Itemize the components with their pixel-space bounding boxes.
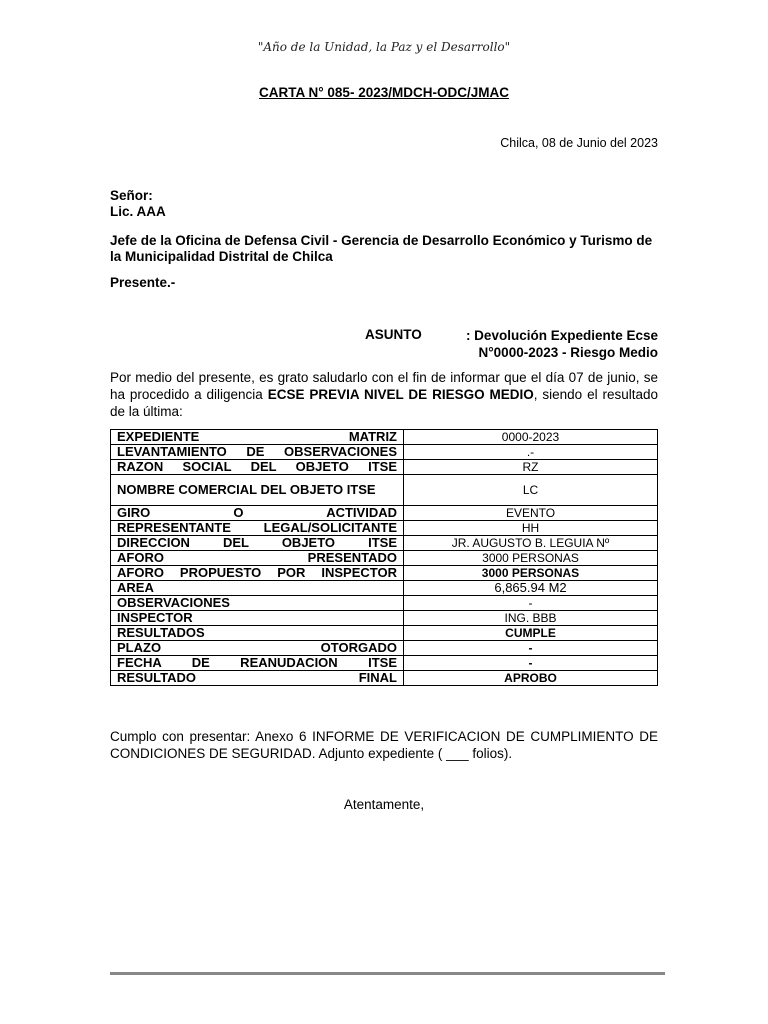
row-label: INSPECTOR [111, 611, 404, 626]
letter-motto: "Año de la Unidad, la Paz y el Desarrollo" [257, 40, 511, 54]
table-row [111, 656, 658, 671]
intro-text-1: Por medio del presente, es grato saludarlo con el fin de informar que el día 07 de junio, se ha procedido a diligencia [110, 370, 658, 402]
row-value: - [404, 641, 658, 656]
row-label: REPRESENTANTE LEGAL/SOLICITANTE [111, 521, 404, 536]
presente-line: Presente.- [110, 275, 176, 290]
row-value: RZ [404, 460, 658, 475]
row-label: FECHA DE REANUDACION ITSE [111, 656, 404, 671]
row-value: - [404, 596, 658, 611]
table-row [111, 460, 658, 475]
row-value: JR. AUGUSTO B. LEGUIA Nº [404, 536, 658, 551]
row-label: PLAZO OTORGADO [111, 641, 404, 656]
farewell: Atentamente, [343, 797, 425, 812]
row-value: 3000 PERSONAS [404, 551, 658, 566]
row-value: 3000 PERSONAS [404, 566, 658, 581]
row-label: AREA [111, 581, 404, 596]
table-row [111, 475, 658, 506]
table-row [111, 445, 658, 460]
recipient-name: Lic. AAA [110, 204, 166, 219]
row-label: LEVANTAMIENTO DE OBSERVACIONES [111, 445, 404, 460]
row-label: GIRO O ACTIVIDAD [111, 506, 404, 521]
subject-line-2: N°0000-2023 - Riesgo Medio [478, 345, 658, 360]
row-label: EXPEDIENTE MATRIZ [111, 430, 404, 445]
salutation: Señor: [110, 188, 153, 203]
row-value: CUMPLE [404, 626, 658, 641]
row-label: DIRECCION DEL OBJETO ITSE [111, 536, 404, 551]
row-label: OBSERVACIONES [111, 596, 404, 611]
table-row [111, 641, 658, 656]
table-row [111, 551, 658, 566]
row-label: AFORO PRESENTADO [111, 551, 404, 566]
row-label: RAZON SOCIAL DEL OBJETO ITSE [111, 460, 404, 475]
row-label: RESULTADO FINAL [111, 671, 404, 686]
row-label: NOMBRE COMERCIAL DEL OBJETO ITSE [111, 475, 404, 506]
subject-value [438, 327, 658, 361]
itse-table [110, 429, 658, 686]
footer-divider [110, 972, 665, 975]
letter-title: CARTA N° 085- 2023/MDCH-ODC/JMAC [259, 85, 509, 100]
table-row [111, 536, 658, 551]
row-label: AFORO PROPUESTO POR INSPECTOR [111, 566, 404, 581]
subject-label: ASUNTO [365, 327, 422, 342]
row-value: EVENTO [404, 506, 658, 521]
table-row [111, 596, 658, 611]
row-value: APROBO [404, 671, 658, 686]
table-row [111, 430, 658, 445]
row-label: RESULTADOS [111, 626, 404, 641]
row-value: ING. BBB [404, 611, 658, 626]
closing-paragraph: Cumplo con presentar: Anexo 6 INFORME DE VERIFICACION DE CUMPLIMIENTO DE CONDICIONES DE SEGURIDAD. Adjunto expediente ( ___ folios). [110, 729, 658, 761]
row-value: LC [404, 475, 658, 506]
intro-paragraph [110, 369, 658, 420]
intro-emphasis: ECSE PREVIA NIVEL DE RIESGO MEDIO [267, 387, 534, 402]
row-value: HH [404, 521, 658, 536]
intro-text-2: , siendo el resultado de la última: [110, 387, 659, 419]
table-row [111, 611, 658, 626]
letter-date: Chilca, 08 de Junio del 2023 [500, 136, 658, 150]
row-value: - [404, 656, 658, 671]
subject-line-1: : Devolución Expediente Ecse [465, 328, 658, 343]
recipient-position: Jefe de la Oficina de Defensa Civil - Gerencia de Desarrollo Económico y Turismo de la Municipalidad Distrital de Chilca [110, 233, 653, 264]
table-row [111, 671, 658, 686]
table-row [111, 506, 658, 521]
table-row [111, 626, 658, 641]
table-row [111, 566, 658, 581]
table-row [111, 521, 658, 536]
table-row [111, 581, 658, 596]
row-value: 6,865.94 M2 [404, 581, 658, 596]
row-value: 0000-2023 [404, 430, 658, 445]
row-value: .- [404, 445, 658, 460]
